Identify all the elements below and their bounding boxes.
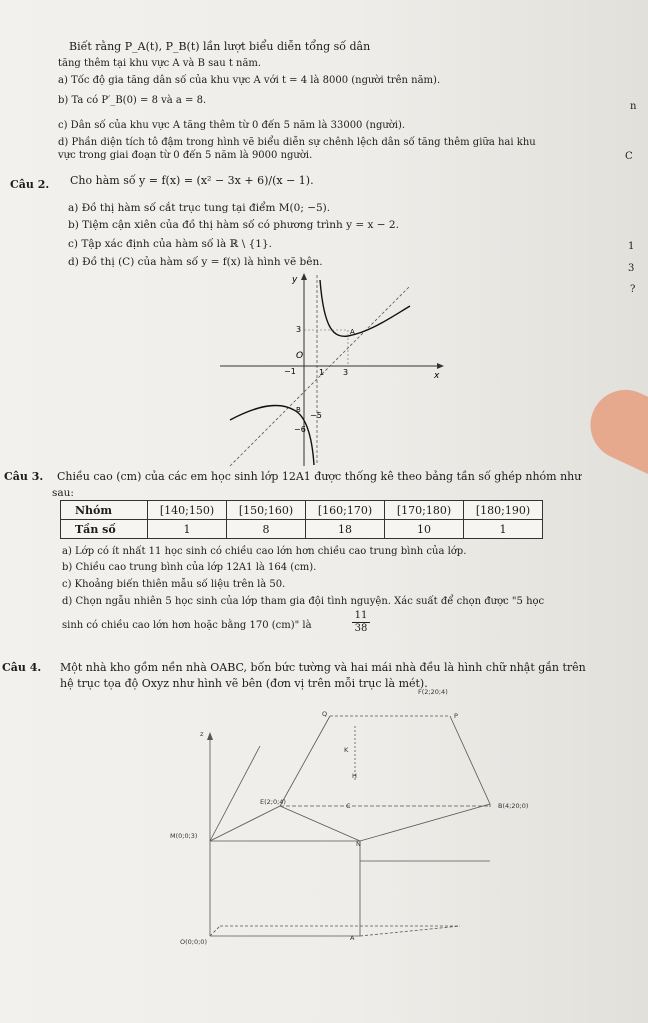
fig-label-b: B(4;20;0) bbox=[498, 802, 529, 810]
margin-glyph: C bbox=[625, 151, 633, 162]
graph-tick-1: 1 bbox=[319, 368, 325, 377]
table-row bbox=[61, 501, 543, 520]
finger-photo-artifact bbox=[579, 378, 648, 475]
graph-tick-3: 3 bbox=[343, 368, 349, 377]
margin-glyph: 3 bbox=[628, 263, 635, 274]
graph-origin-label: O bbox=[296, 351, 304, 361]
q3-item-c: c) Khoảng biến thiên mẫu số liệu trên là 50. bbox=[62, 579, 286, 590]
q3-stem-line1: Chiều cao (cm) của các em học sinh lớp 12A1 được thống kê theo bảng tần số ghép nhóm như bbox=[57, 470, 582, 483]
fig-label-n: N bbox=[356, 840, 361, 848]
table-cell: 18 bbox=[306, 520, 385, 539]
q3-item-d-line1: d) Chọn ngẫu nhiên 5 học sinh của lớp tham gia đội tình nguyện. Xác suất để chọn được "5 học bbox=[62, 596, 545, 607]
intro-item-d-line2: vực trong giai đoạn từ 0 đến 5 năm là 9000 người. bbox=[58, 150, 313, 161]
fig-label-z: z bbox=[200, 730, 204, 738]
margin-glyph: n bbox=[630, 101, 637, 112]
q2-function-graph bbox=[210, 270, 450, 470]
fig-label-c: C bbox=[346, 802, 351, 810]
q2-item-a: a) Đồ thị hàm số cắt trục tung tại điểm M(0; −5). bbox=[68, 202, 331, 214]
table-cell: [140;150) bbox=[148, 501, 227, 520]
intro-item-a: a) Tốc độ gia tăng dân số của khu vực A với t = 4 là 8000 (người trên năm). bbox=[58, 75, 441, 86]
graph-point-a: A bbox=[350, 328, 355, 336]
frequency-table bbox=[60, 500, 543, 539]
fig-label-k: K bbox=[344, 746, 349, 754]
q2-item-d: d) Đồ thị (C) của hàm số y = f(x) là hình vẽ bên. bbox=[68, 256, 323, 268]
table-header-frequency: Tần số bbox=[61, 520, 148, 539]
intro-item-b: b) Ta có P′_B(0) = 8 và a = 8. bbox=[58, 95, 207, 106]
q3-label: Câu 3. bbox=[4, 470, 44, 483]
q3-probability-fraction bbox=[352, 610, 370, 635]
table-cell: [150;160) bbox=[227, 501, 306, 520]
q3-item-b: b) Chiều cao trung bình của lớp 12A1 là 164 (cm). bbox=[62, 562, 317, 573]
graph-point-b: B bbox=[296, 406, 301, 414]
table-cell: 10 bbox=[385, 520, 464, 539]
table-cell: [160;170) bbox=[306, 501, 385, 520]
fig-label-e: E(2;0;4) bbox=[260, 798, 286, 806]
q2-label: Câu 2. bbox=[10, 178, 50, 191]
graph-x-label: x bbox=[434, 371, 440, 381]
q2-item-b: b) Tiệm cận xiên của đồ thị hàm số có phương trình y = x − 2. bbox=[68, 219, 399, 231]
q3-item-a: a) Lớp có ít nhất 11 học sinh có chiều cao lớn hơn chiều cao trung bình của lớp. bbox=[62, 546, 467, 557]
q4-stem-line1: Một nhà kho gồm nền nhà OABC, bốn bức tường và hai mái nhà đều là hình chữ nhật gắn trên bbox=[60, 661, 586, 674]
q4-label: Câu 4. bbox=[2, 661, 42, 674]
table-cell: [170;180) bbox=[385, 501, 464, 520]
q3-item-d-line2: sinh có chiều cao lớn hơn hoặc bằng 170 (cm)" là bbox=[62, 620, 312, 631]
q2-item-c: c) Tập xác định của hàm số là ℝ \ {1}. bbox=[68, 238, 272, 250]
table-cell: 1 bbox=[148, 520, 227, 539]
fig-label-p: P bbox=[454, 712, 458, 720]
table-header-group: Nhóm bbox=[61, 501, 148, 520]
graph-tick-minus1: −1 bbox=[284, 367, 296, 376]
table-row bbox=[61, 520, 543, 539]
fig-label-m: M(0;0;3) bbox=[170, 832, 198, 840]
table-cell: 1 bbox=[464, 520, 543, 539]
fig-label-h: H bbox=[352, 772, 357, 780]
graph-tick-minus5: −5 bbox=[310, 411, 322, 420]
graph-y-label: y bbox=[292, 275, 298, 285]
graph-tick-y3: 3 bbox=[296, 325, 302, 334]
fraction-denominator: 38 bbox=[352, 622, 370, 635]
fig-label-a: A bbox=[350, 934, 355, 942]
intro-item-c: c) Dân số của khu vực A tăng thêm từ 0 đến 5 năm là 33000 (người). bbox=[58, 120, 406, 131]
q4-stem-line2: hệ trục tọa độ Oxyz như hình vẽ bên (đơn vị trên mỗi trục là mét). bbox=[60, 677, 428, 690]
table-cell: [180;190) bbox=[464, 501, 543, 520]
graph-tick-minus6: −6 bbox=[294, 425, 306, 434]
fig-label-f: F(2;20;4) bbox=[418, 688, 448, 696]
intro-line-2: tăng thêm tại khu vực A và B sau t năm. bbox=[58, 58, 262, 69]
fig-label-q: Q bbox=[322, 710, 328, 718]
fraction-numerator: 11 bbox=[354, 610, 368, 621]
margin-glyph: 1 bbox=[628, 241, 635, 252]
fig-label-o: O(0;0;0) bbox=[180, 938, 207, 946]
intro-item-d-line1: d) Phần diện tích tô đậm trong hình vẽ biểu diễn sự chênh lệch dân số tăng thêm giữa hai khu bbox=[58, 137, 536, 148]
intro-line-1: Biết rằng P_A(t), P_B(t) lần lượt biểu diễn tổng số dân bbox=[69, 40, 371, 53]
q2-stem: Cho hàm số y = f(x) = (x² − 3x + 6)/(x − 1). bbox=[70, 174, 314, 187]
margin-glyph: ? bbox=[630, 284, 636, 295]
table-cell: 8 bbox=[227, 520, 306, 539]
q3-stem-line2: sau: bbox=[52, 487, 74, 499]
q4-warehouse-figure bbox=[160, 686, 560, 956]
